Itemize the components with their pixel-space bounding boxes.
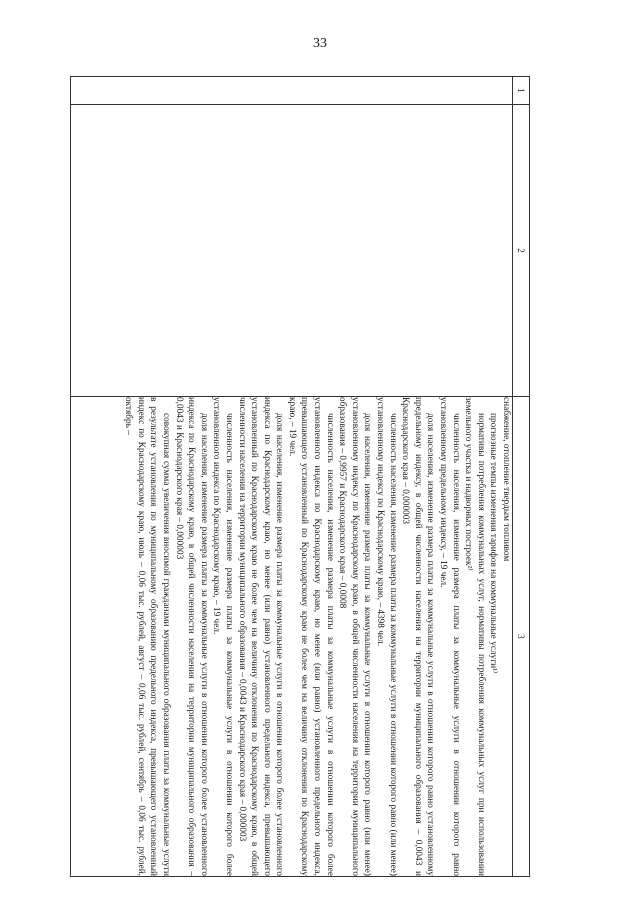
- paragraph: снабжение, отопление твердым топливом: [501, 397, 511, 562]
- body-col-1: [71, 77, 513, 105]
- rotated-table: [70, 76, 530, 876]
- paragraph: доля населения, изменение размера платы за коммунальные услуги в отношении которого более установленного индекса по Краснодарскому краю, но менее (или равно) установленного предельного индекса, превышающего установленный по Краснодарскому краю не более чем на величину отклонения по Краснодарскому краю, в общей численности населения на территории муниципального образования – 0,0043 и Краснодарского края – 0,000003: [236, 397, 285, 876]
- content-table: [70, 76, 530, 877]
- rotated-table-frame: [70, 76, 530, 876]
- paragraph: совокупная сумма увеличения вносимой гражданами муниципального образования платы за коммунальные услуги в результате установления по муниципальному образованию предельного индекса, превышающего установленный индекс по Краснодарскому краю, июль – 0,06 тыс. рублей, август – 0,06 тыс. рублей, сентябрь – 0,06 тыс. рублей, октябрь –: [123, 397, 171, 876]
- paragraph: доля населения, изменение размера платы за коммунальные услуги в отношении которого равно установленному предельному индексу, в общей численности населения на территории муниципального образования – 0,0043 и Краснодарского края – 0,000003: [400, 397, 436, 876]
- paragraph: доля населения, изменение размера платы за коммунальные услуги в отношении которого равно (или менее) установленному индексу по Краснодарскому краю, в общей численности населения на территории муниципального образования – 0,9957 и Краснодарского края – 0,0008: [337, 397, 373, 876]
- header-col-1: 1: [513, 77, 530, 105]
- table-header-row: [513, 77, 530, 877]
- body-col-3: [71, 397, 513, 877]
- header-col-3: 3: [513, 397, 530, 877]
- header-col-2: 2: [513, 105, 530, 397]
- page-number: 33: [313, 36, 327, 51]
- paragraph: нормативы потребления коммунальных услуг, нормативы потребления коммунальных услуг при использовании земельного участка и надворных построек²⁾: [463, 397, 486, 876]
- body-col-2: [71, 105, 513, 397]
- paragraph: прогнозные темпы изменения тарифов на коммунальные услуги¹⁾: [488, 413, 499, 674]
- paragraph: численность населения, изменение размера платы за коммунальные услуги в отношении которого более установленного индекса по Краснодарскому краю, но менее (или равно) установленного предельного индекса, превышающего установленный по Краснодарскому краю не более чем на величину отклонения по Краснодарскому краю, – 19 чел.: [286, 397, 335, 876]
- table-body-row: [71, 77, 513, 877]
- paragraph: численность населения, изменение размера платы за коммунальные услуги в отношении которого равно установленному предельному индексу, – 19 чел.: [438, 397, 461, 876]
- paragraph: численность населения, изменение размера платы за коммунальные услуги в отношении которого равно (или менее) установленному индексу по Краснодарскому краю, – 4398 чел.: [375, 397, 398, 876]
- paragraph: доля населения, изменение размера платы за коммунальные услуги в отношении которого более установленного индекса по Краснодарскому краю, в общей численности населения на территории муниципального образования – 0,0043 и Краснодарского края – 0,000003: [173, 397, 209, 876]
- paragraph: численность населения, изменение размера платы за коммунальные услуги в отношении которого более установленного индекса по Краснодарскому краю, – 19 чел.: [211, 397, 234, 876]
